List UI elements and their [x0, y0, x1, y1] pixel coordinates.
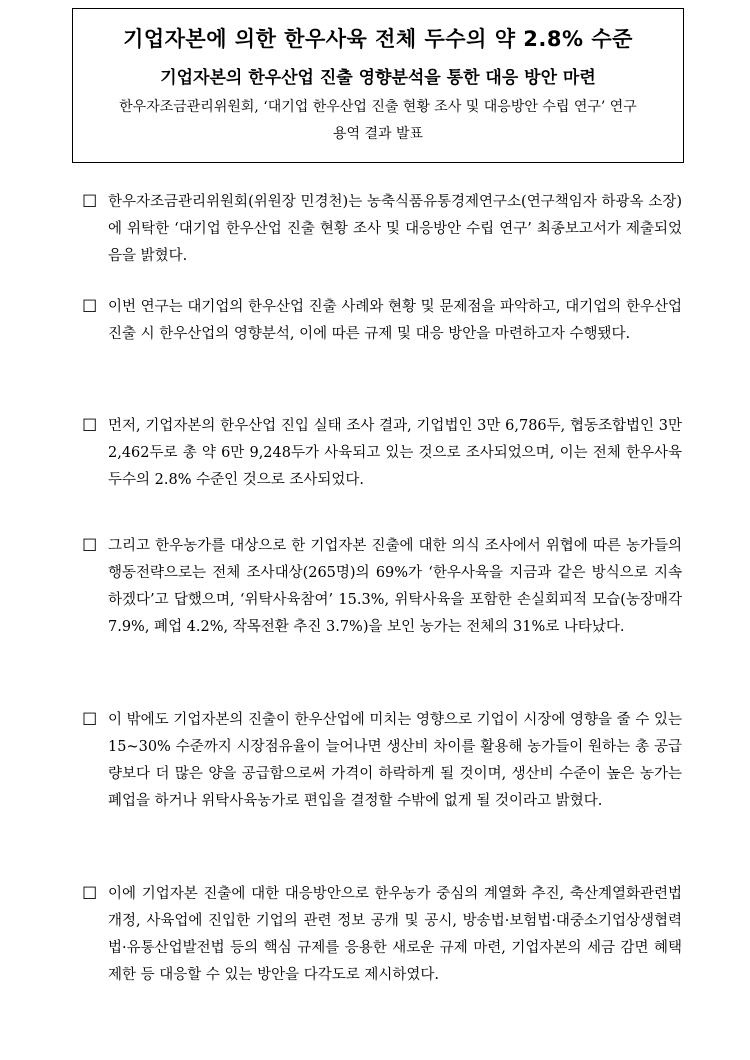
paragraph-text: 이에 기업자본 진출에 대한 대응방안으로 한우농가 중심의 계열화 추진, 축산계열화관련법 개정, 사육업에 진입한 기업의 관련 정보 공개 및 공시, 방송법·보험법·대중소기업상생협력법·유통산업발전법 등의 핵심 규제를 응용한 새로운 규제 마련, 기업자본의 세금 감면 혜택 제한 등 대응할 수 있는 방안을 다각도로 제시하였다.: [108, 886, 682, 983]
title-box: [72, 8, 684, 163]
paragraph-6: [82, 881, 682, 989]
subheadline: 기업자본의 한우산업 진출 영향분석을 통한 대응 방안 마련: [160, 68, 596, 88]
checkbox-bullet-icon: ☐: [82, 710, 98, 730]
paragraph-3: [82, 413, 682, 494]
checkbox-bullet-icon: ☐: [82, 192, 98, 212]
paragraph-5: [82, 707, 682, 815]
paragraph-text: 한우자조금관리위원회(위원장 민경천)는 농축식품유통경제연구소(연구책임자 하광옥 소장)에 위탁한 ‘대기업 한우산업 진출 현황 조사 및 대응방안 수립 연구’ 최종보고서가 제출되었음을 밝혔다.: [108, 194, 682, 264]
checkbox-bullet-icon: ☐: [82, 536, 98, 556]
paragraph-1: [82, 189, 682, 270]
headline: 기업자본에 의한 한우사육 전체 두수의 약 2.8% 수준: [123, 27, 633, 51]
paragraph-4: [82, 533, 682, 641]
header-description: 한우자조금관리위원회, ‘대기업 한우산업 진출 현황 조사 및 대응방안 수립 연구’ 연구용역 결과 발표: [119, 99, 637, 142]
paragraph-text: 이 밖에도 기업자본의 진출이 한우산업에 미치는 영향으로 기업이 시장에 영향을 줄 수 있는 15~30% 수준까지 시장점유율이 늘어나면 생산비 차이를 활용해 농가들이 원하는 총 공급량보다 더 많은 양을 공급함으로써 가격이 하락하게 될 것이며, 생산비 수준이 높은 농가는 폐업을 하거나 위탁사육농가로 편입을 결정할 수밖에 없게 될 것이라고 밝혔다.: [108, 712, 682, 809]
checkbox-bullet-icon: ☐: [82, 297, 98, 317]
paragraph-text: 이번 연구는 대기업의 한우산업 진출 사례와 현황 및 문제점을 파악하고, 대기업의 한우산업 진출 시 한우산업의 영향분석, 이에 따른 규제 및 대응 방안을 마련하고자 수행됐다.: [108, 299, 682, 342]
paragraph-2: [82, 294, 682, 348]
paragraph-text: 그리고 한우농가를 대상으로 한 기업자본 진출에 대한 의식 조사에서 위협에 따른 농가들의 행동전략으로는 전체 조사대상(265명)의 69%가 ‘한우사육을 지금과 같은 방식으로 지속하겠다’고 답했으며, ‘위탁사육참여’ 15.3%, 위탁사육을 포함한 손실회피적 모습(농장매각 7.9%, 폐업 4.2%, 작목전환 추진 3.7%)을 보인 농가는 전체의 31%로 나타났다.: [108, 538, 682, 635]
checkbox-bullet-icon: ☐: [82, 416, 98, 436]
checkbox-bullet-icon: ☐: [82, 884, 98, 904]
paragraph-text: 먼저, 기업자본의 한우산업 진입 실태 조사 결과, 기업법인 3만 6,786두, 협동조합법인 3만 2,462두로 총 약 6만 9,248두가 사육되고 있는 것으로 조사되었으며, 이는 전체 한우사육두수의 2.8% 수준인 것으로 조사되었다.: [108, 418, 682, 488]
